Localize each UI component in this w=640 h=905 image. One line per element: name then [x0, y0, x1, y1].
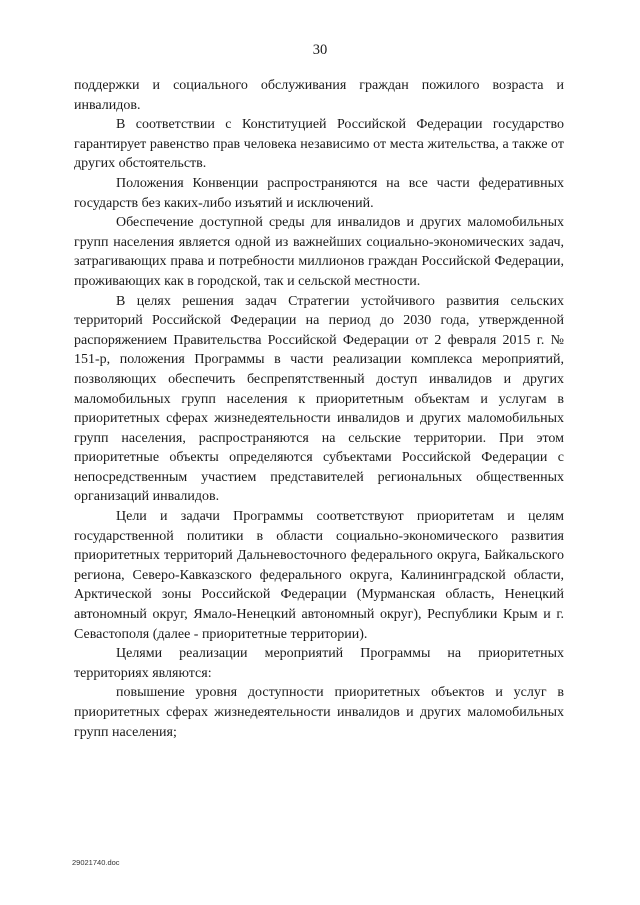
paragraph: Целями реализации мероприятий Программы на приоритетных территориях являются: — [74, 646, 564, 681]
paragraph: Обеспечение доступной среды для инвалидов и других маломобильных групп населения является одной из важнейших социально-экономических задач, затрагивающих права и потребности миллионов граждан Российской Федерации, проживающих как в городской, так и сельской местности. — [74, 215, 564, 289]
footer-filename: 29021740.doc — [72, 858, 120, 867]
paragraph: В соответствии с Конституцией Российской Федерации государство гарантирует равенство прав человека независимо от места жительства, а также от других обстоятельств. — [74, 117, 564, 172]
document-body — [74, 76, 564, 742]
page-number: 30 — [312, 42, 328, 58]
paragraph: Цели и задачи Программы соответствуют приоритетам и целям государственной политики в области социально-экономического развития приоритетных территорий Дальневосточного федерального округа, Байкальского региона, Северо-Кавказского федерального округа, Калининградской области, Арктической зоны Российской Федерации (Мурманская область, Ненецкий автономный округ, Ямало-Ненецкий автономный округ), Республики Крым и г. Севастополя (далее - приоритетные территории). — [74, 509, 564, 642]
paragraph: Положения Конвенции распространяются на все части федеративных государств без каких-либо изъятий и исключений. — [74, 175, 564, 211]
paragraph: повышение уровня доступности приоритетных объектов и услуг в приоритетных сферах жизнедеятельности инвалидов и других маломобильных групп населения; — [74, 685, 564, 740]
paragraph: В целях решения задач Стратегии устойчивого развития сельских территорий Российской Федерации на период до 2030 года, утвержденной распоряжением Правительства Российской Федерации от 2 февраля 2015 г. № 151-р, положения Программы в части реализации комплекса мероприятий, позволяющих обеспечить беспрепятственный доступ инвалидов и других маломобильных групп населения к приоритетным объектам и услугам в приоритетных сферах жизнедеятельности инвалидов и других маломобильных групп населения, распространяются на сельские территории. При этом приоритетные объекты определяются субъектами Российской Федерации с непосредственным участием представителей региональных общественных организаций инвалидов. — [74, 293, 564, 505]
paragraph: поддержки и социального обслуживания граждан пожилого возраста и инвалидов. — [74, 78, 564, 113]
